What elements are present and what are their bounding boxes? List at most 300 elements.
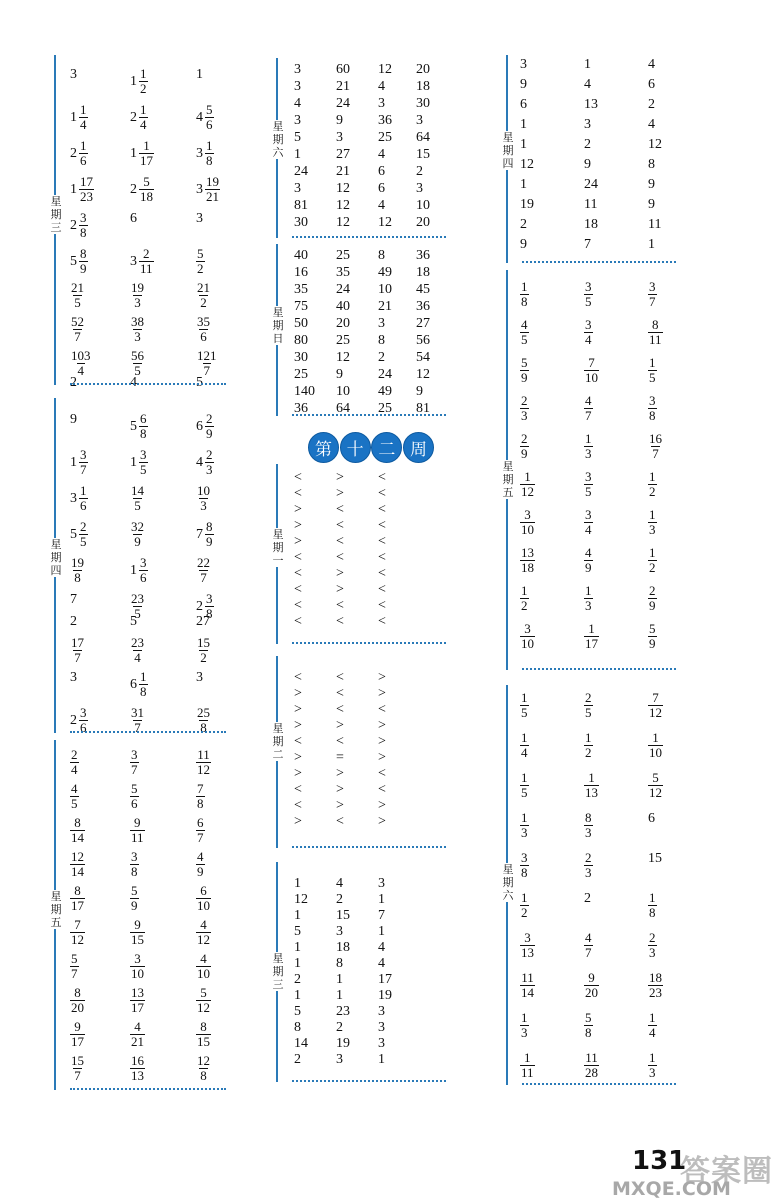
denominator: 5 <box>585 484 592 499</box>
number: < <box>378 486 386 501</box>
answer-cell <box>648 731 663 760</box>
answer-cell <box>378 164 385 180</box>
fraction <box>520 691 529 720</box>
answer-cell <box>416 62 430 78</box>
number: 1 <box>70 454 77 470</box>
number: 1 <box>294 908 301 923</box>
number: 1 <box>130 562 137 578</box>
number: < <box>378 534 386 549</box>
numerator: 121 <box>197 348 217 363</box>
number: 64 <box>336 401 350 416</box>
denominator: 11 <box>649 332 662 347</box>
day-label: 星 期 六 <box>502 863 514 902</box>
answer-cell <box>70 986 85 1015</box>
fraction <box>205 103 214 132</box>
answer-cell <box>416 299 430 315</box>
denominator: 5 <box>71 796 78 811</box>
numerator: 8 <box>585 810 592 825</box>
fraction <box>70 986 85 1015</box>
week-badge: 第 <box>308 432 339 463</box>
answer-cell <box>584 394 593 423</box>
answer-cell <box>130 211 137 227</box>
fraction <box>139 247 154 276</box>
fraction <box>130 986 145 1015</box>
number: 3 <box>378 1004 385 1019</box>
number: 27 <box>196 614 210 629</box>
fraction <box>205 412 214 441</box>
fraction <box>70 556 85 585</box>
answer-cell <box>648 57 655 73</box>
answer-cell <box>196 986 211 1015</box>
denominator: 10 <box>197 898 210 913</box>
number: > <box>294 686 302 701</box>
number: 27 <box>336 147 350 162</box>
answer-cell <box>584 280 593 309</box>
number: 12 <box>336 198 350 213</box>
fraction <box>520 508 535 537</box>
number: 6 <box>648 811 655 826</box>
numerator: 1 <box>649 355 656 370</box>
fraction <box>584 584 593 613</box>
answer-cell <box>294 299 308 315</box>
answer-cell <box>520 470 535 499</box>
numerator: 14 <box>131 483 144 498</box>
answer-cell <box>378 367 392 383</box>
number: 6 <box>520 97 527 112</box>
answer-cell <box>378 384 392 400</box>
answer-cell <box>130 349 145 378</box>
number: > <box>378 814 386 829</box>
numerator: 7 <box>652 690 659 705</box>
number: 2 <box>130 109 137 125</box>
answer-cell <box>520 691 529 720</box>
number: 8 <box>294 1020 301 1035</box>
number: 8 <box>378 248 385 263</box>
number: 3 <box>196 670 203 685</box>
answer-cell <box>196 412 214 441</box>
denominator: 15 <box>131 932 144 947</box>
answer-cell <box>378 670 386 686</box>
dotted-divider <box>292 236 446 238</box>
answer-cell <box>70 782 79 811</box>
denominator: 11 <box>521 1065 534 1080</box>
number: 1 <box>520 177 527 192</box>
numerator: 15 <box>197 635 210 650</box>
fraction <box>70 918 85 947</box>
fraction <box>648 394 657 423</box>
denominator: 4 <box>80 117 87 132</box>
denominator: 7 <box>74 1068 81 1083</box>
number: 12 <box>336 350 350 365</box>
number: 1 <box>130 454 137 470</box>
numerator: 3 <box>585 279 592 294</box>
denominator: 2 <box>200 295 207 310</box>
denominator: 5 <box>140 462 147 477</box>
number: 20 <box>416 215 430 230</box>
numerator: 8 <box>74 985 81 1000</box>
fraction <box>205 175 220 204</box>
number: 2 <box>70 217 77 233</box>
numerator: 3 <box>80 210 87 225</box>
answer-cell <box>336 988 343 1004</box>
answer-cell <box>294 718 302 734</box>
dotted-divider <box>292 1080 446 1082</box>
numerator: 3 <box>649 393 656 408</box>
number: 56 <box>416 333 430 348</box>
answer-cell <box>294 282 308 298</box>
number: 3 <box>70 67 77 82</box>
watermark-logo: 答案圈 <box>680 1154 773 1189</box>
denominator: 5 <box>74 295 81 310</box>
number: 19 <box>336 1036 350 1051</box>
number: 2 <box>130 181 137 197</box>
fraction <box>70 952 79 981</box>
answer-cell <box>130 614 137 630</box>
number: > <box>294 766 302 781</box>
answer-cell <box>336 79 350 95</box>
number: 25 <box>378 401 392 416</box>
answer-cell <box>196 448 214 477</box>
denominator: 5 <box>134 606 141 621</box>
numerator: 5 <box>585 1010 592 1025</box>
answer-cell <box>196 670 203 686</box>
numerator: 9 <box>134 815 141 830</box>
number: > <box>336 486 344 501</box>
numerator: 19 <box>131 280 144 295</box>
number: 24 <box>378 367 392 382</box>
number: 1 <box>336 972 343 987</box>
denominator: 6 <box>80 153 87 168</box>
number: 1 <box>294 876 301 891</box>
numerator: 56 <box>131 348 144 363</box>
answer-cell <box>294 766 302 782</box>
answer-cell <box>70 636 85 665</box>
numerator: 1 <box>585 431 592 446</box>
number: 16 <box>294 265 308 280</box>
numerator: 5 <box>649 621 656 636</box>
answer-cell <box>520 771 529 800</box>
answer-cell <box>336 956 343 972</box>
numerator: 2 <box>71 747 78 762</box>
fraction <box>130 884 139 913</box>
number: 15 <box>336 908 350 923</box>
fraction <box>584 1051 599 1080</box>
number: 18 <box>584 217 598 232</box>
day-section <box>48 740 230 1090</box>
answer-cell <box>294 518 302 534</box>
number: 36 <box>416 248 430 263</box>
answer-cell <box>416 215 430 231</box>
fraction <box>70 349 92 378</box>
number: 3 <box>378 876 385 891</box>
number: 2 <box>70 145 77 161</box>
denominator: 17 <box>140 153 153 168</box>
denominator: 8 <box>521 294 528 309</box>
fraction <box>139 67 148 96</box>
denominator: 4 <box>140 117 147 132</box>
number: 4 <box>196 109 203 125</box>
denominator: 7 <box>131 762 138 777</box>
answer-cell <box>336 750 344 766</box>
number: 2 <box>584 891 591 906</box>
denominator: 5 <box>134 363 141 378</box>
denominator: 3 <box>134 329 141 344</box>
number: 10 <box>378 282 392 297</box>
answer-cell <box>416 79 430 95</box>
fraction <box>79 448 88 477</box>
denominator: 11 <box>131 830 144 845</box>
numerator: 2 <box>521 393 528 408</box>
answer-cell <box>294 1004 301 1020</box>
number: > <box>294 750 302 765</box>
answer-cell <box>378 113 392 129</box>
answer-cell <box>648 217 661 233</box>
numerator: 1 <box>80 102 87 117</box>
numerator: 38 <box>131 314 144 329</box>
answer-cell <box>294 181 301 197</box>
answer-cell <box>520 117 527 133</box>
number: 15 <box>648 851 662 866</box>
denominator: 4 <box>134 650 141 665</box>
numerator: 52 <box>71 314 84 329</box>
numerator: 2 <box>521 431 528 446</box>
denominator: 12 <box>521 484 534 499</box>
answer-cell <box>584 77 591 93</box>
number: 3 <box>416 113 423 128</box>
answer-cell <box>648 470 657 499</box>
numerator: 4 <box>197 849 204 864</box>
denominator: 2 <box>585 745 592 760</box>
answer-cell <box>378 534 386 550</box>
answer-cell <box>294 215 308 231</box>
answer-cell <box>648 117 655 133</box>
numerator: 3 <box>521 850 528 865</box>
answer-cell <box>336 518 344 534</box>
number: 11 <box>584 197 598 212</box>
numerator: 3 <box>206 591 213 606</box>
denominator: 7 <box>74 650 81 665</box>
answer-cell <box>378 940 385 956</box>
answer-cell <box>70 247 88 276</box>
answer-cell <box>70 850 85 879</box>
answer-cell <box>584 851 593 880</box>
number: 3 <box>378 96 385 111</box>
answer-cell <box>130 139 154 168</box>
answer-cell <box>294 62 301 78</box>
fraction <box>70 816 85 845</box>
fraction <box>196 281 211 310</box>
answer-cell <box>336 384 350 400</box>
answer-cell <box>648 1011 657 1040</box>
day-section <box>270 244 450 416</box>
numerator: 25 <box>197 705 210 720</box>
answer-cell <box>196 67 203 83</box>
number: 12 <box>378 62 392 77</box>
number: 80 <box>294 333 308 348</box>
fraction <box>70 1054 85 1083</box>
number: 5 <box>130 418 137 434</box>
number: 1 <box>70 109 77 125</box>
answer-cell <box>130 315 145 344</box>
answer-cell <box>336 876 343 892</box>
answer-cell <box>336 62 350 78</box>
number: < <box>294 782 302 797</box>
number: 30 <box>416 96 430 111</box>
number: < <box>336 534 344 549</box>
fraction <box>205 520 214 549</box>
answer-cell <box>378 908 385 924</box>
denominator: 3 <box>521 408 528 423</box>
number: 12 <box>336 215 350 230</box>
numerator: 2 <box>585 690 592 705</box>
fraction <box>584 1011 593 1040</box>
dotted-divider <box>70 383 226 385</box>
day-section <box>48 398 230 733</box>
answer-cell <box>378 181 385 197</box>
answer-cell <box>294 876 301 892</box>
numerator: 1 <box>649 1050 656 1065</box>
number: > <box>336 766 344 781</box>
denominator: 14 <box>521 985 534 1000</box>
number: 2 <box>196 598 203 614</box>
fraction <box>584 318 593 347</box>
number: 8 <box>378 333 385 348</box>
denominator: 8 <box>206 606 213 621</box>
answer-cell <box>520 280 529 309</box>
answer-cell <box>648 891 657 920</box>
answer-cell <box>378 814 386 830</box>
number: > <box>336 470 344 485</box>
day-section <box>270 656 450 848</box>
numerator: 3 <box>585 507 592 522</box>
number: 3 <box>584 117 591 132</box>
numerator: 4 <box>585 393 592 408</box>
answer-cell <box>70 448 88 477</box>
numerator: 7 <box>588 355 595 370</box>
answer-cell <box>130 884 139 913</box>
answer-cell <box>196 281 211 310</box>
numerator: 3 <box>524 930 531 945</box>
number: 4 <box>378 940 385 955</box>
answer-cell <box>416 248 430 264</box>
denominator: 2 <box>521 905 528 920</box>
number: < <box>294 670 302 685</box>
number: < <box>294 566 302 581</box>
numerator: 1 <box>652 730 659 745</box>
answer-cell <box>294 367 308 383</box>
answer-cell <box>378 892 385 908</box>
denominator: 11 <box>140 261 153 276</box>
numerator: 1 <box>206 138 213 153</box>
numerator: 5 <box>197 246 204 261</box>
answer-cell <box>520 891 529 920</box>
number: 9 <box>336 113 343 128</box>
denominator: 6 <box>80 498 87 513</box>
numerator: 3 <box>524 621 531 636</box>
fraction <box>79 484 88 513</box>
answer-cell <box>378 988 392 1004</box>
answer-cell <box>584 217 598 233</box>
number: 12 <box>648 137 662 152</box>
number: > <box>378 734 386 749</box>
denominator: 23 <box>649 985 662 1000</box>
answer-cell <box>416 367 430 383</box>
number: 3 <box>378 1036 385 1051</box>
number: 3 <box>294 181 301 196</box>
fraction <box>648 318 663 347</box>
denominator: 4 <box>585 332 592 347</box>
number: 20 <box>416 62 430 77</box>
fraction <box>520 546 535 575</box>
number: = <box>336 750 344 765</box>
denominator: 20 <box>71 1000 84 1015</box>
answer-cell <box>378 782 386 798</box>
numerator: 1 <box>521 890 528 905</box>
fraction <box>584 280 593 309</box>
number: < <box>336 550 344 565</box>
answer-cell <box>648 237 655 253</box>
denominator: 4 <box>71 762 78 777</box>
number: 25 <box>294 367 308 382</box>
number: 5 <box>294 130 301 145</box>
answer-cell <box>584 117 591 133</box>
number: 24 <box>336 282 350 297</box>
answer-cell <box>584 811 593 840</box>
number: 7 <box>70 592 77 607</box>
denominator: 7 <box>134 720 141 735</box>
answer-cell <box>648 77 655 93</box>
denominator: 5 <box>80 534 87 549</box>
answer-cell <box>378 924 385 940</box>
answer-cell <box>294 892 308 908</box>
number: 2 <box>294 1052 301 1067</box>
answer-cell <box>294 502 302 518</box>
fraction <box>70 850 85 879</box>
fraction <box>584 546 593 575</box>
numerator: 11 <box>197 747 210 762</box>
number: < <box>336 598 344 613</box>
number: 1 <box>294 956 301 971</box>
numerator: 5 <box>71 951 78 966</box>
answer-cell <box>294 566 302 582</box>
answer-cell <box>294 1020 301 1036</box>
number: 24 <box>584 177 598 192</box>
denominator: 3 <box>585 865 592 880</box>
fraction <box>79 211 88 240</box>
fraction <box>196 1020 211 1049</box>
number: 6 <box>130 676 137 692</box>
answer-cell <box>378 972 392 988</box>
answer-cell <box>648 931 657 960</box>
fraction <box>584 851 593 880</box>
number: 4 <box>378 79 385 94</box>
fraction <box>130 520 145 549</box>
answer-cell <box>70 520 88 549</box>
answer-cell <box>196 556 211 585</box>
answer-cell <box>196 884 211 913</box>
answer-cell <box>378 62 392 78</box>
fraction <box>196 986 211 1015</box>
fraction <box>584 356 599 385</box>
numerator: 5 <box>143 174 150 189</box>
fraction <box>520 731 529 760</box>
numerator: 3 <box>80 705 87 720</box>
answer-cell <box>70 884 85 913</box>
number: 40 <box>336 299 350 314</box>
numerator: 23 <box>131 591 144 606</box>
denominator: 8 <box>80 225 87 240</box>
denominator: 13 <box>585 785 598 800</box>
